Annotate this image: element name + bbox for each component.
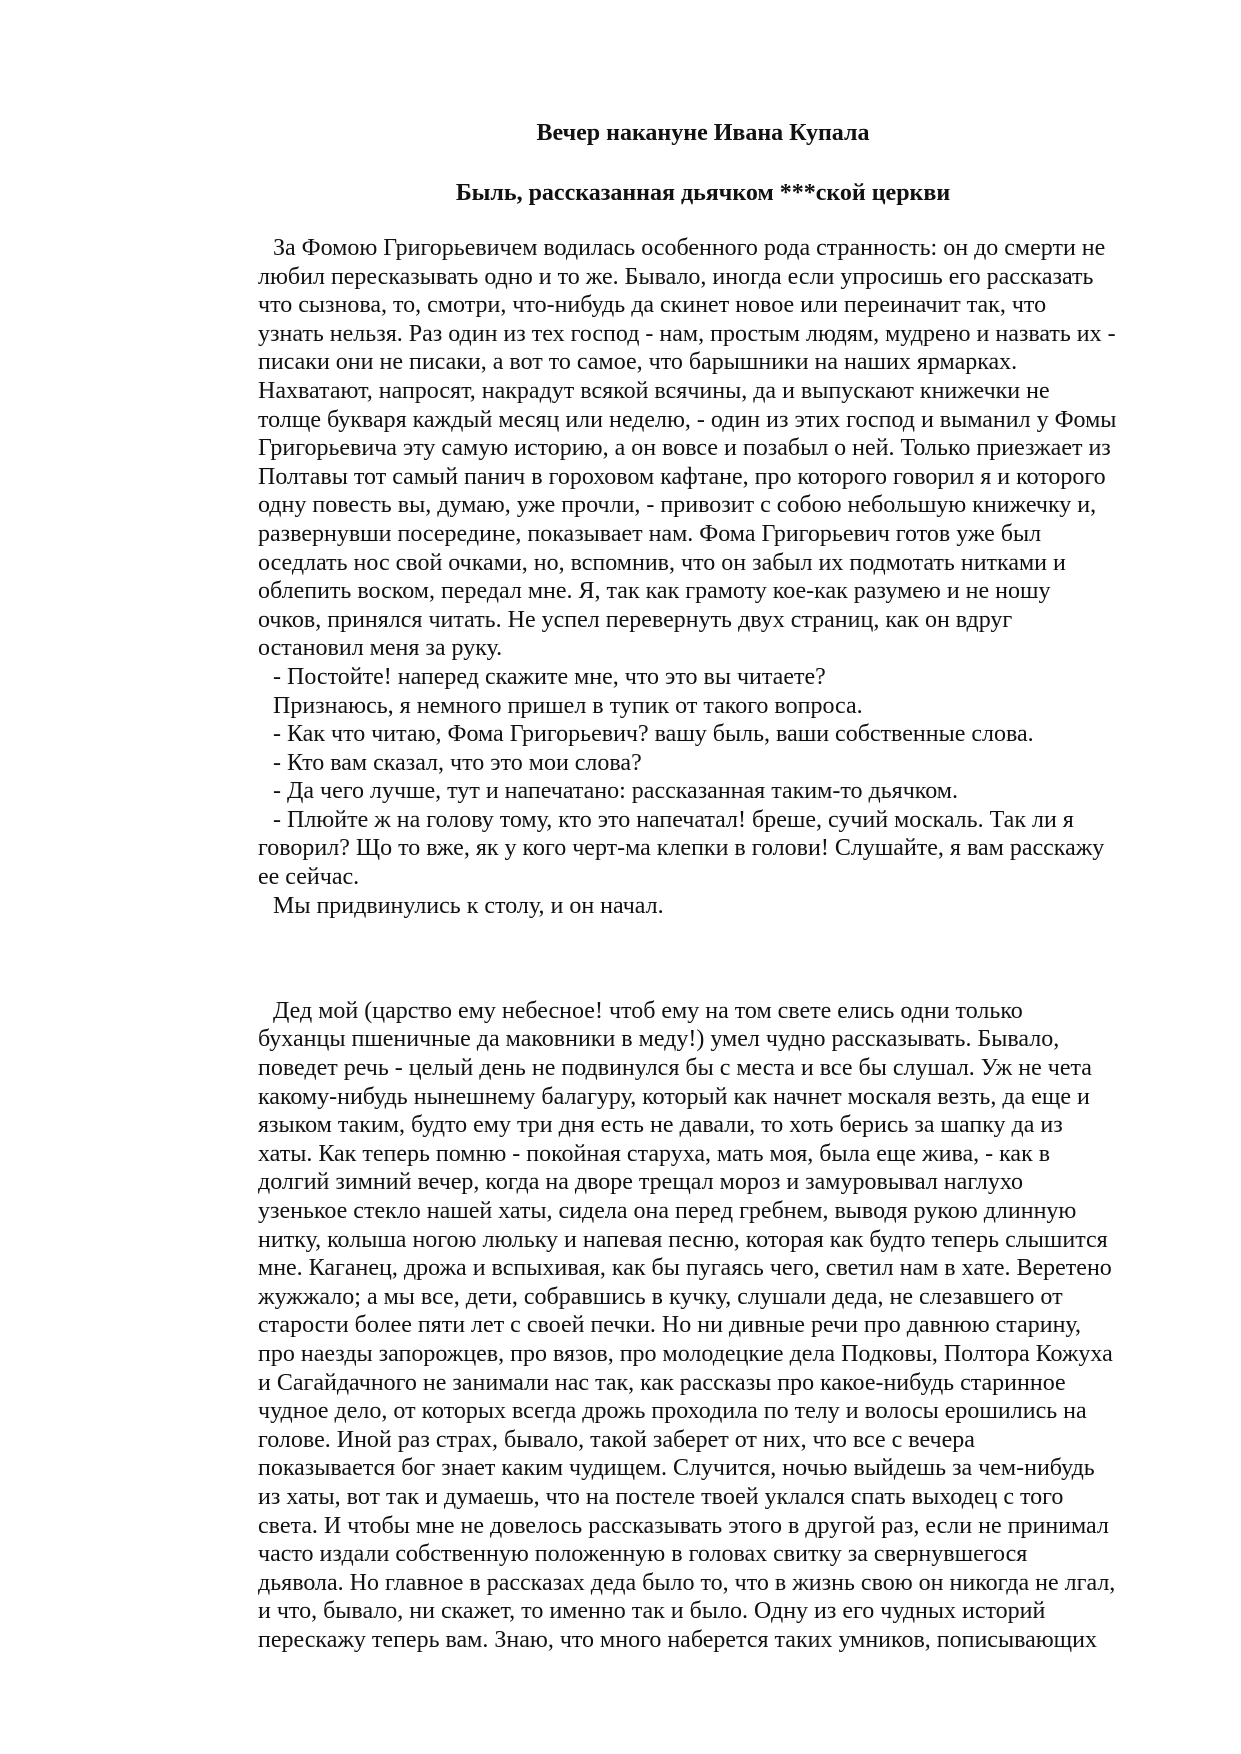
text-line: любил пересказывать одно и то же. Бывало, иногда если упросишь его рассказать	[258, 263, 1094, 290]
text-line: - Кто вам сказал, что это мои слова?	[273, 749, 642, 776]
text-line: узнать нельзя. Раз один из тех господ - нам, простым людям, мудрено и назвать их -	[258, 320, 1116, 347]
text-line: жужжало; а мы все, дети, собравшись в кучку, слушали деда, не слезавшего от	[258, 1283, 1063, 1310]
text-line: мне. Каганец, дрожа и вспыхивая, как бы пугаясь чего, светил нам в хате. Веретено	[258, 1255, 1112, 1282]
text-line: из хаты, вот так и думаешь, что на постеле твоей уклался спать выходец с того	[258, 1483, 1064, 1510]
text-line: Нахватают, напросят, накрадут всякой всячины, да и выпускают книжечки не	[258, 377, 1050, 404]
text-line: поведет речь - целый день не подвинулся бы с места и все бы слушал. Уж не чета	[258, 1055, 1092, 1082]
text-line: оседлать нос свой очками, но, вспомнив, что он забыл их подмотать нитками и	[258, 549, 1066, 576]
text-line: показывается бог знает каким чудищем. Случится, ночью выйдешь за чем-нибудь	[258, 1455, 1095, 1482]
text-line: языком таким, будто ему три дня есть не давали, то хоть берись за шапку да из	[258, 1112, 1063, 1139]
text-line: про наезды запорожцев, про вязов, про молодецкие дела Подковы, Полтора Кожуха	[258, 1340, 1113, 1367]
text-line: - Плюйте ж на голову тому, кто это напечатал! бреше, сучий москаль. Так ли я	[273, 806, 1074, 833]
text-line: очков, принялся читать. Не успел перевернуть двух страниц, как он вдруг	[258, 606, 1013, 633]
text-line: Мы придвинулись к столу, и он начал.	[273, 892, 664, 919]
text-line: одну повесть вы, думаю, уже прочли, - привозит с собою небольшую книжечку и,	[258, 492, 1097, 519]
text-line: остановил меня за руку.	[258, 635, 503, 662]
text-line: Григорьевича эту самую историю, а он вовсе и позабыл о ней. Только приезжает из	[258, 435, 1111, 462]
text-line: нитку, колыша ногою люльку и напевая песню, которая как будто теперь слышится	[258, 1226, 1108, 1253]
text-line: говорил? Що то вже, як у кого черт-ма клепки в голови! Слушайте, я вам расскажу	[258, 835, 1105, 862]
text-line: хаты. Как теперь помню - покойная старуха, мать моя, была еще жива, - как в	[258, 1140, 1051, 1167]
text-line: ее сейчас.	[258, 864, 360, 891]
text-line: чудное дело, от которых всегда дрожь проходила по телу и волосы ерошились на	[258, 1398, 1087, 1425]
text-line: - Как что читаю, Фома Григорьевич? вашу быль, ваши собственные слова.	[273, 721, 1034, 748]
text-line: буханцы пшеничные да маковники в меду!) умел чудно рассказывать. Бывало,	[258, 1026, 1060, 1053]
text-line: узенькое стекло нашей хаты, сидела она перед гребнем, выводя рукою длинную	[258, 1198, 1077, 1224]
document-title: Вечер накануне Ивана Купала	[536, 120, 870, 146]
text-line: Полтавы тот самый панич в гороховом кафтане, про которого говорил я и которого	[258, 463, 1106, 490]
text-line: - Да чего лучше, тут и напечатано: рассказанная таким-то дьячком.	[273, 778, 958, 805]
text-line: облепить воском, передал мне. Я, так как грамоту кое-как разумею и не ношу	[258, 578, 1051, 605]
text-line: - Постойте! наперед скажите мне, что это вы читаете?	[273, 663, 826, 690]
text-line: развернувши посередине, показывает нам. Фома Григорьевич готов уже был	[258, 520, 1042, 547]
text-line: света. И чтобы мне не довелось рассказывать этого в другой раз, если не принимал	[258, 1512, 1109, 1539]
text-line: толще букваря каждый месяц или неделю, - один из этих господ и выманил у Фомы	[258, 406, 1117, 433]
text-line: и Сагайдачного не занимали нас так, как рассказы про какое-нибудь старинное	[258, 1369, 1066, 1396]
text-line: За Фомою Григорьевичем водилась особенного рода странность: он до смерти не	[273, 235, 1106, 261]
text-line: Признаюсь, я немного пришел в тупик от такого вопроса.	[273, 692, 863, 719]
text-line: и что, бывало, ни скажет, то именно так и было. Одну из его чудных историй	[258, 1598, 1046, 1625]
text-line: перескажу теперь вам. Знаю, что много наберется таких умников, пописывающих	[258, 1626, 1098, 1653]
text-line: голове. Иной раз страх, бывало, такой заберет от них, что все с вечера	[258, 1426, 975, 1453]
text-line: Дед мой (царство ему небесное! чтоб ему на том свете елись одни только	[273, 997, 1023, 1024]
text-line: дьявола. Но главное в рассказах деда было то, что в жизнь свою он никогда не лгал,	[258, 1569, 1116, 1596]
document-subtitle: Быль, рассказанная дьячком ***ской церкви	[455, 180, 951, 206]
text-line: писаки они не писаки, а вот то самое, что барышники на наших ярмарках.	[258, 349, 1018, 376]
text-line: долгий зимний вечер, когда на дворе трещал мороз и замуровывал наглухо	[258, 1169, 1023, 1196]
text-line: какому-нибудь нынешнему балагуру, который как начнет москаля везть, да еще и	[258, 1083, 1090, 1110]
paragraph-break	[258, 944, 1158, 973]
text-line: старости более пяти лет с своей печки. Но ни дивные речи про давнюю старину,	[258, 1312, 1082, 1339]
body-text	[258, 234, 1158, 1655]
text-line: что сызнова, то, смотри, что-нибудь да скинет новое или переиначит так, что	[258, 292, 1047, 319]
text-line: часто издали собственную положенную в головах свитку за свернувшегося	[258, 1541, 1028, 1568]
